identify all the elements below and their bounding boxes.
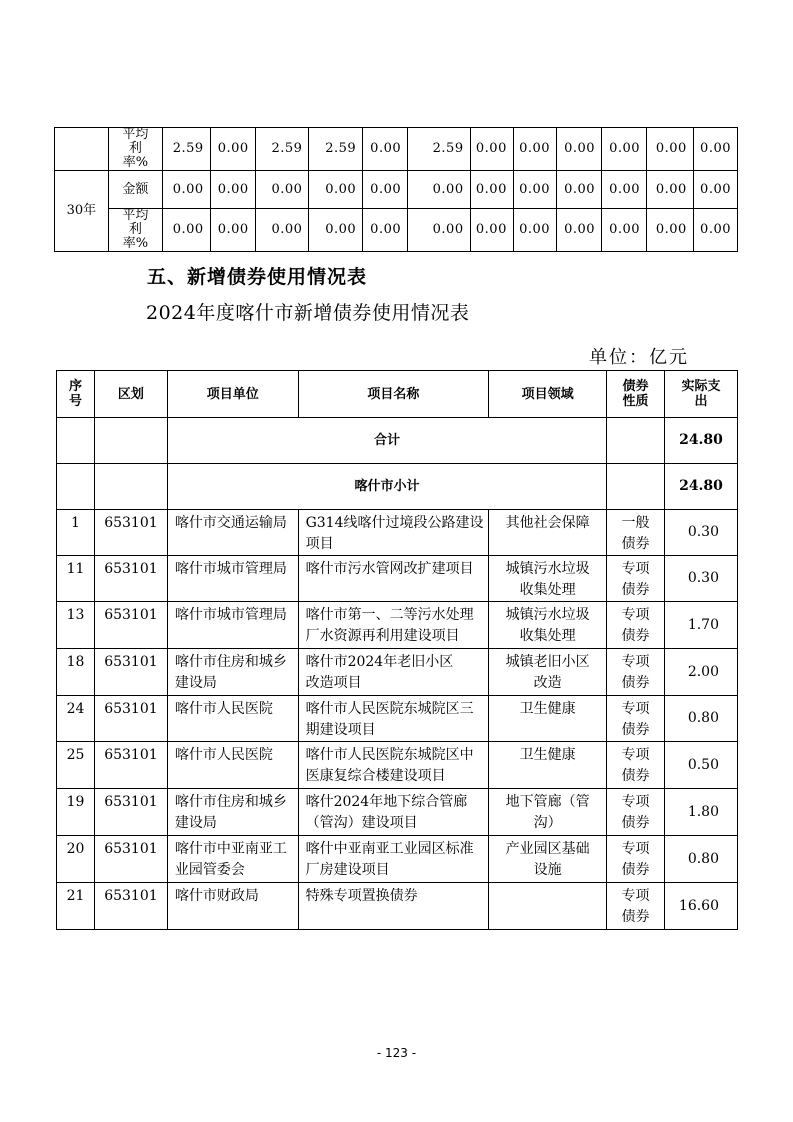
value-cell: 0.00	[557, 209, 602, 252]
table-row	[55, 128, 738, 171]
value-cell: 0.00	[255, 171, 309, 209]
value-cell: 0.00	[309, 209, 363, 252]
col-region: 区划	[94, 371, 167, 418]
subtotal-label: 喀什市小计	[167, 464, 606, 510]
interest-rate-table	[54, 127, 738, 252]
value-cell: 0.00	[513, 171, 556, 209]
value-cell: 0.00	[470, 128, 513, 171]
value-cell: 0.00	[408, 209, 470, 252]
table-row: 18 653101 喀什市住房和城乡建设局 喀什市2024年老旧小区改造项目 城镇老旧小区改造 专项债券 2.00	[57, 649, 738, 696]
table-row	[55, 209, 738, 252]
total-row	[57, 418, 738, 464]
value-cell: 0.00	[210, 171, 255, 209]
value-cell: 2.59	[309, 128, 363, 171]
value-cell: 0.00	[210, 209, 255, 252]
value-cell: 0.00	[363, 209, 408, 252]
value-cell: 0.00	[470, 209, 513, 252]
subtotal-row	[57, 464, 738, 510]
table-row: 24 653101 喀什市人民医院 喀什市人民医院东城院区三期建设项目 卫生健康 专项债券 0.80	[57, 696, 738, 742]
value-cell: 2.59	[255, 128, 309, 171]
table-row: 1 653101 喀什市交通运输局 G314线喀什过境段公路建设项目 其他社会保障 一般债券 0.30	[57, 510, 738, 556]
value-cell: 0.00	[647, 209, 694, 252]
row-label: 金额	[108, 171, 162, 209]
value-cell: 0.00	[470, 171, 513, 209]
value-cell: 0.00	[163, 171, 211, 209]
col-seq: 序号	[57, 371, 95, 418]
total-label: 合计	[167, 418, 606, 464]
value-cell: 0.00	[363, 171, 408, 209]
table-row: 13 653101 喀什市城市管理局 喀什市第一、二等污水处理厂水资源再利用建设项目 城镇污水垃圾收集处理 专项债券 1.70	[57, 602, 738, 649]
col-nature: 债券性质	[607, 371, 665, 418]
col-field: 项目领域	[489, 371, 607, 418]
table-row: 20 653101 喀什市中亚南亚工业园管委会 喀什中亚南亚工业园区标准厂房建设项目 产业园区基础设施 专项债券 0.80	[57, 836, 738, 883]
value-cell: 2.59	[408, 128, 470, 171]
col-expense: 实际支出	[665, 371, 738, 418]
value-cell: 0.00	[513, 128, 556, 171]
term-cell	[55, 128, 109, 171]
total-value: 24.80	[665, 418, 738, 464]
subtotal-value: 24.80	[665, 464, 738, 510]
value-cell: 0.00	[210, 128, 255, 171]
value-cell: 0.00	[513, 209, 556, 252]
value-cell: 0.00	[647, 171, 694, 209]
row-label: 平均利率%	[108, 128, 162, 171]
project-name: 喀什市第一、二等污水处理厂水资源再利用建设项目	[305, 607, 474, 644]
row-label: 平均利率%	[108, 209, 162, 252]
value-cell: 0.00	[255, 209, 309, 252]
col-name: 项目名称	[298, 371, 489, 418]
value-cell: 0.00	[602, 171, 647, 209]
table-row: 25 653101 喀什市人民医院 喀什市人民医院东城院区中医康复综合楼建设项目 卫生健康 专项债券 0.50	[57, 742, 738, 789]
col-unit: 项目单位	[167, 371, 298, 418]
table-row: 19 653101 喀什市住房和城乡建设局 喀什2024年地下综合管廊（管沟）建设项目 地下管廊（管沟） 专项债券 1.80	[57, 789, 738, 836]
header-row	[57, 371, 738, 418]
unit-label: 单位：亿元	[589, 347, 689, 368]
table-title: 2024年度喀什市新增债券使用情况表	[146, 302, 470, 324]
value-cell: 0.00	[557, 128, 602, 171]
new-bond-usage-table	[56, 370, 738, 930]
value-cell: 0.00	[557, 171, 602, 209]
table-row: 11 653101 喀什市城市管理局 喀什市污水管网改扩建项目 城镇污水垃圾收集处理 专项债券 0.30	[57, 556, 738, 602]
value-cell: 0.00	[363, 128, 408, 171]
value-cell: 0.00	[602, 128, 647, 171]
value-cell: 0.00	[693, 128, 737, 171]
value-cell: 2.59	[163, 128, 211, 171]
value-cell: 0.00	[693, 209, 737, 252]
value-cell: 0.00	[163, 209, 211, 252]
value-cell: 0.00	[602, 209, 647, 252]
page-number: - 123 -	[376, 1046, 417, 1060]
value-cell: 0.00	[309, 171, 363, 209]
table-row	[55, 171, 738, 209]
section-heading: 五、新增债券使用情况表	[147, 266, 368, 288]
value-cell: 0.00	[408, 171, 470, 209]
term-cell: 30年	[55, 171, 109, 252]
value-cell: 0.00	[693, 171, 737, 209]
table-row: 21 653101 喀什市财政局 特殊专项置换债券 专项债券 16.60	[57, 883, 738, 930]
value-cell: 0.00	[647, 128, 694, 171]
